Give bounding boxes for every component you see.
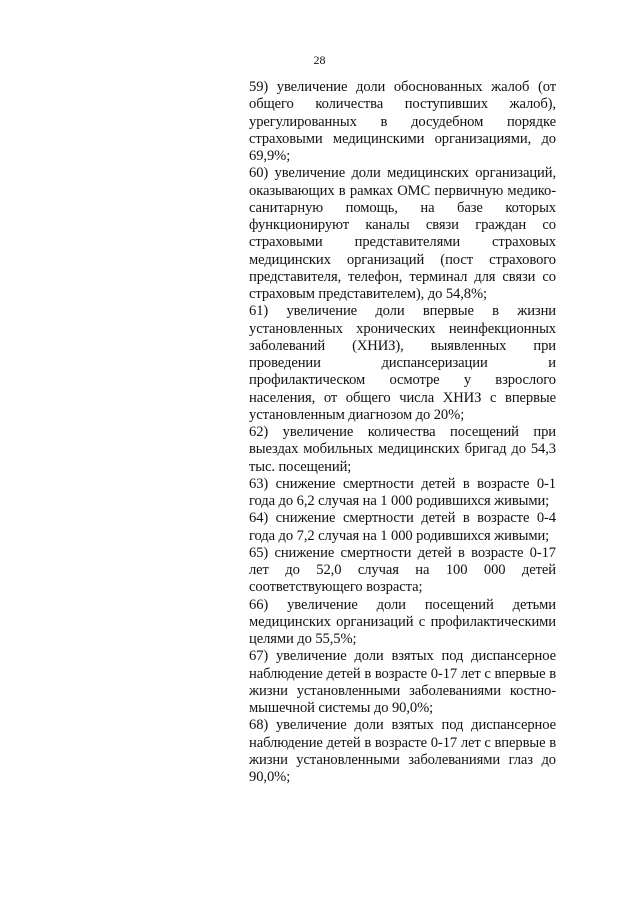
- list-item-60: 60) увеличение доли медицинских организаций, оказывающих в рамках ОМС первичную медико-санитарную помощь, на базе которых функционируют каналы связи граждан со страховыми представителями страховых медицинских организаций (пост страхового представителя, телефон, терминал для связи со страховым представителем), до 54,8%;: [249, 165, 556, 302]
- document-body: [249, 79, 556, 786]
- list-item-65: 65) снижение смертности детей в возрасте 0-17 лет до 52,0 случая на 100 000 детей соответствующего возраста;: [249, 544, 556, 596]
- list-item-64: 64) снижение смертности детей в возрасте 0-4 года до 7,2 случая на 1 000 родившихся живыми;: [249, 510, 556, 544]
- list-item-66: 66) увеличение доли посещений детьми медицинских организаций с профилактическими целями до 55,5%;: [249, 596, 556, 647]
- list-item-67: 67) увеличение доли взятых под диспансерное наблюдение детей в возрасте 0-17 лет с впервые в жизни установленными заболеваниями костно-мышечной системы до 90,0%;: [249, 648, 556, 716]
- list-item-62: 62) увеличение количества посещений при выездах мобильных медицинских бригад до 54,3 тыс. посещений;: [249, 424, 556, 475]
- list-item-63: 63) снижение смертности детей в возрасте 0-1 года до 6,2 случая на 1 000 родившихся живыми;: [249, 475, 556, 509]
- list-item-59: 59) увеличение доли обоснованных жалоб (от общего количества поступивших жалоб), урегулированных в досудебном порядке страховыми медицинскими организациями, до 69,9%;: [249, 79, 556, 164]
- list-item-61: 61) увеличение доли впервые в жизни установленных хронических неинфекционных заболеваний (ХНИЗ), выявленных при проведении диспансеризации и профилактическом осмотре у взрослого населения, от общего числа ХНИЗ с впервые установленным диагнозом до 20%;: [249, 303, 556, 423]
- page-number: 28: [313, 53, 326, 67]
- list-item-68: 68) увеличение доли взятых под диспансерное наблюдение детей в возрасте 0-17 лет с впервые в жизни установленными заболеваниями глаз до 90,0%;: [249, 717, 556, 785]
